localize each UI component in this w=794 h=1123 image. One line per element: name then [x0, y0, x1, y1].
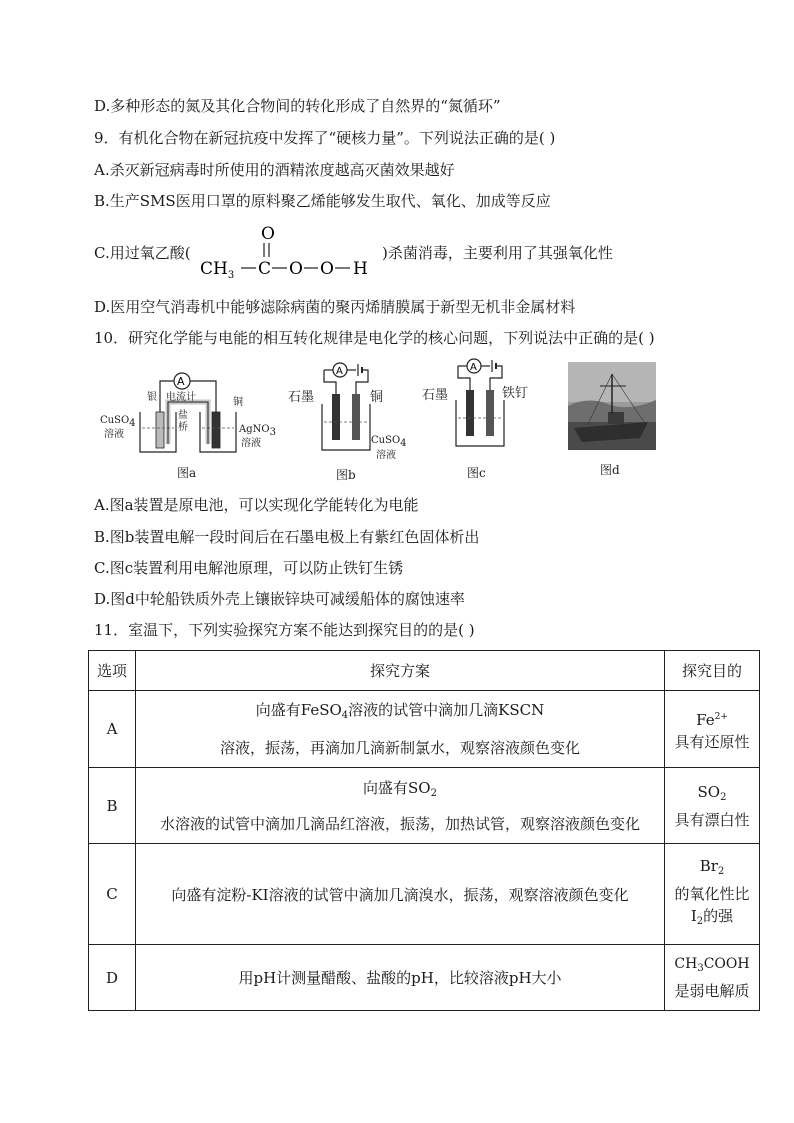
header-plan: 探究方案 — [136, 651, 665, 691]
fig-a-current-meter-label: 电流计 — [166, 392, 196, 403]
fig-c-caption: 图c — [467, 466, 486, 480]
row-b-plan: 向盛有$SO_2$ 水溶液的试管中滴加几滴品红溶液，振荡，加热试管，观察溶液颜色变化 — [136, 768, 665, 844]
fig-b-graphite-label: 石墨 — [288, 390, 315, 405]
fig-a-solution2-label: 溶液 — [241, 438, 261, 449]
table-row — [89, 945, 760, 1011]
row-b-aim: $SO_2$ 具有漂白性 — [665, 768, 760, 844]
formula-o-double: O — [261, 224, 275, 244]
fig-b-solution-label: 溶液 — [376, 450, 396, 461]
fig-a-cuso4-label: CuSO4 — [100, 415, 136, 429]
formula-ch3: $CH_3$ — [200, 259, 235, 280]
fig-d-caption: 图d — [600, 463, 620, 477]
row-c-plan: 向盛有淀粉-KI溶液的试管中滴加几滴溴水，振荡，观察溶液颜色变化 — [136, 844, 665, 945]
formula-o2: O — [320, 259, 334, 279]
fig-a-agno3-label: AgNO3 — [239, 424, 276, 438]
formula-c: C — [258, 259, 272, 279]
table-row — [89, 844, 760, 945]
header-aim: 探究目的 — [665, 651, 760, 691]
q11-table — [88, 650, 760, 1011]
fig-c-ammeter-label: A — [470, 362, 477, 373]
figure-d-ship-photo — [568, 362, 656, 450]
q9-option-b: B.生产SMS医用口罩的原料聚乙烯能够发生取代、氧化、加成等反应 — [94, 192, 551, 210]
header-option: 选项 — [89, 651, 136, 691]
q9-option-c-prefix: C.用过氧乙酸( — [94, 244, 191, 262]
figure-c-protection — [450, 356, 514, 452]
fig-a-ammeter-label: A — [177, 375, 185, 388]
fig-b-ammeter-label: A — [336, 366, 343, 377]
row-d-aim: $CH_3COOH$ 是弱电解质 — [665, 945, 760, 1011]
row-d-option: D — [89, 945, 136, 1011]
q10-option-d: D.图d中轮船铁质外壳上镶嵌锌块可减缓船体的腐蚀速率 — [94, 590, 465, 608]
formula-h: H — [353, 259, 368, 279]
fig-a-silver-label: 银 — [147, 392, 157, 403]
table-row — [89, 691, 760, 768]
q9-option-c-suffix: )杀菌消毒，主要利用了其强氧化性 — [382, 244, 613, 262]
q10-stem: 10．研究化学能与电能的相互转化规律是电化学的核心问题，下列说法中正确的是( ) — [94, 329, 655, 347]
fig-b-copper-label: 铜 — [370, 390, 384, 405]
q8-option-d: D.多种形态的氮及其化合物间的转化形成了自然界的“氮循环” — [94, 97, 501, 115]
fig-b-caption: 图b — [336, 468, 356, 482]
q9-stem: 9．有机化合物在新冠抗疫中发挥了“硬核力量”。下列说法正确的是( ) — [94, 129, 556, 147]
formula-o1: O — [289, 259, 303, 279]
q10-option-c: C.图c装置利用电解池原理，可以防止铁钉生锈 — [94, 559, 404, 577]
q11-stem: 11．室温下，下列实验探究方案不能达到探究目的的是( ) — [94, 621, 475, 639]
q10-option-b: B.图b装置电解一段时间后在石墨电极上有紫红色固体析出 — [94, 528, 480, 546]
q9-option-a: A.杀灭新冠病毒时所使用的酒精浓度越高灭菌效果越好 — [94, 161, 455, 179]
table-row — [89, 768, 760, 844]
row-a-plan: 向盛有FeSO$_4$溶液的试管中滴加几滴KSCN 溶液，振荡，再滴加几滴新制氯水，观察溶液颜色变化 — [136, 691, 665, 768]
fig-a-caption: 图a — [177, 466, 197, 480]
peracetic-acid-formula — [200, 222, 390, 280]
row-c-option: C — [89, 844, 136, 945]
row-a-aim: $Fe^{2+}$ 具有还原性 — [665, 691, 760, 768]
fig-c-nail-label: 铁钉 — [502, 386, 529, 401]
row-c-aim: $Br_2$ 的氧化性比 $I_2$的强 — [665, 844, 760, 945]
figure-b-electrolysis — [316, 360, 376, 456]
q10-option-a: A.图a装置是原电池，可以实现化学能转化为电能 — [94, 496, 419, 514]
fig-a-salt-label: 盐 — [178, 410, 188, 421]
fig-a-solution1-label: 溶液 — [104, 429, 124, 440]
row-a-option: A — [89, 691, 136, 768]
row-b-option: B — [89, 768, 136, 844]
q9-option-d: D.医用空气消毒机中能够滤除病菌的聚丙烯腈膜属于新型无机非金属材料 — [94, 298, 576, 316]
fig-b-cuso4-label: CuSO4 — [371, 435, 407, 449]
table-header-row — [89, 651, 760, 691]
fig-a-bridge-label: 桥 — [178, 422, 188, 433]
fig-c-graphite-label: 石墨 — [422, 388, 449, 403]
fig-a-copper-label: 铜 — [233, 397, 243, 408]
row-d-plan: 用pH计测量醋酸、盐酸的pH，比较溶液pH大小 — [136, 945, 665, 1011]
